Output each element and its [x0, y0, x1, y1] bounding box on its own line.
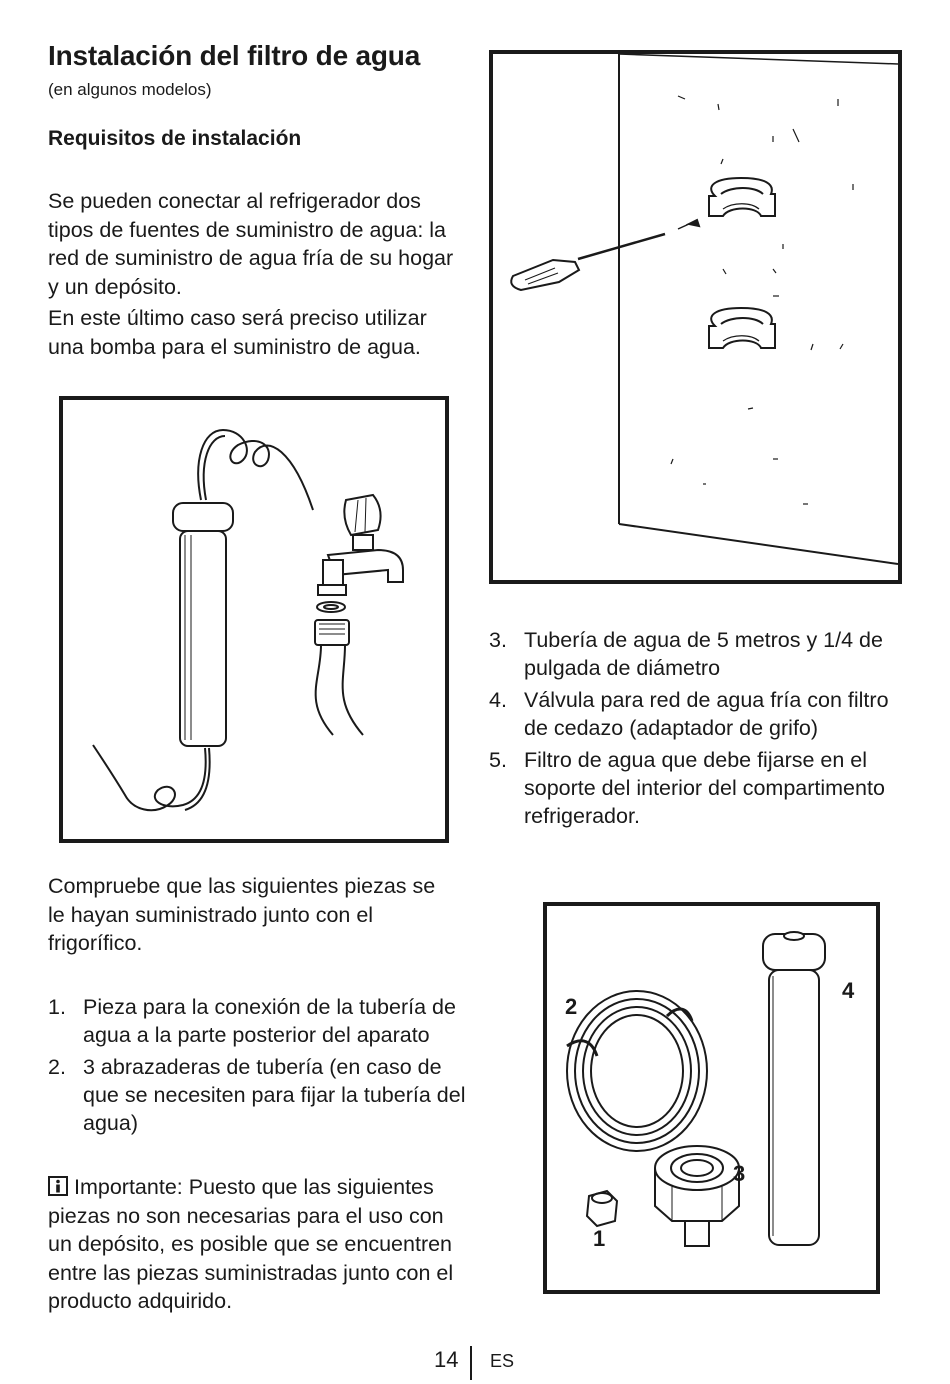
page-number: 14: [434, 1347, 459, 1372]
label-part-1: 1: [593, 1226, 606, 1251]
list-item: 3. Tubería de agua de 5 metros y 1/4 de pulgada de diámetro: [489, 628, 883, 680]
wall-clamp-illustration: [489, 50, 902, 584]
check-parts-paragraph: Compruebe que las siguientes piezas se le hayan suministrado junto con el frigorífico.: [48, 874, 436, 955]
section-heading: Requisitos de instalación: [48, 127, 302, 150]
intro-paragraph: Se pueden conectar al refrigerador dos tipos de fuentes de suministro de agua: la red de suministro de agua fría de su hogar y un depósito.: [48, 189, 454, 299]
page-subtitle: (en algunos modelos): [48, 80, 212, 99]
important-text: Importante: Puesto que las siguientes piezas no son necesarias para el uso con un depósito, es posible que se encuentren entre las piezas suministradas junto con el producto adquirido.: [48, 1175, 454, 1313]
parts-list-continued: [489, 626, 909, 834]
language-code: ES: [490, 1351, 515, 1371]
label-part-2: 2: [565, 994, 578, 1019]
info-icon: [48, 1176, 68, 1196]
important-note: [48, 1173, 458, 1316]
parts-list: [48, 993, 468, 1141]
filter-tap-illustration: [59, 396, 449, 843]
parts-illustration: [543, 902, 880, 1294]
list-item: 5. Filtro de agua que debe fijarse en el soporte del interior del compartimento refrigerador.: [489, 748, 885, 828]
list-item: 4. Válvula para red de agua fría con filtro de cedazo (adaptador de grifo): [489, 688, 889, 740]
label-part-3: 3: [733, 1161, 746, 1186]
list-item: 1. Pieza para la conexión de la tubería de agua a la parte posterior del aparato: [48, 995, 456, 1047]
pump-paragraph: En este último caso será preciso utilizar una bomba para el suministro de agua.: [48, 306, 427, 359]
list-item: 2. 3 abrazaderas de tubería (en caso de que se necesiten para fijar la tubería del agua): [48, 1055, 466, 1135]
label-part-4: 4: [842, 978, 855, 1003]
page-title: Instalación del filtro de agua: [48, 40, 421, 71]
footer-divider: [470, 1346, 472, 1380]
